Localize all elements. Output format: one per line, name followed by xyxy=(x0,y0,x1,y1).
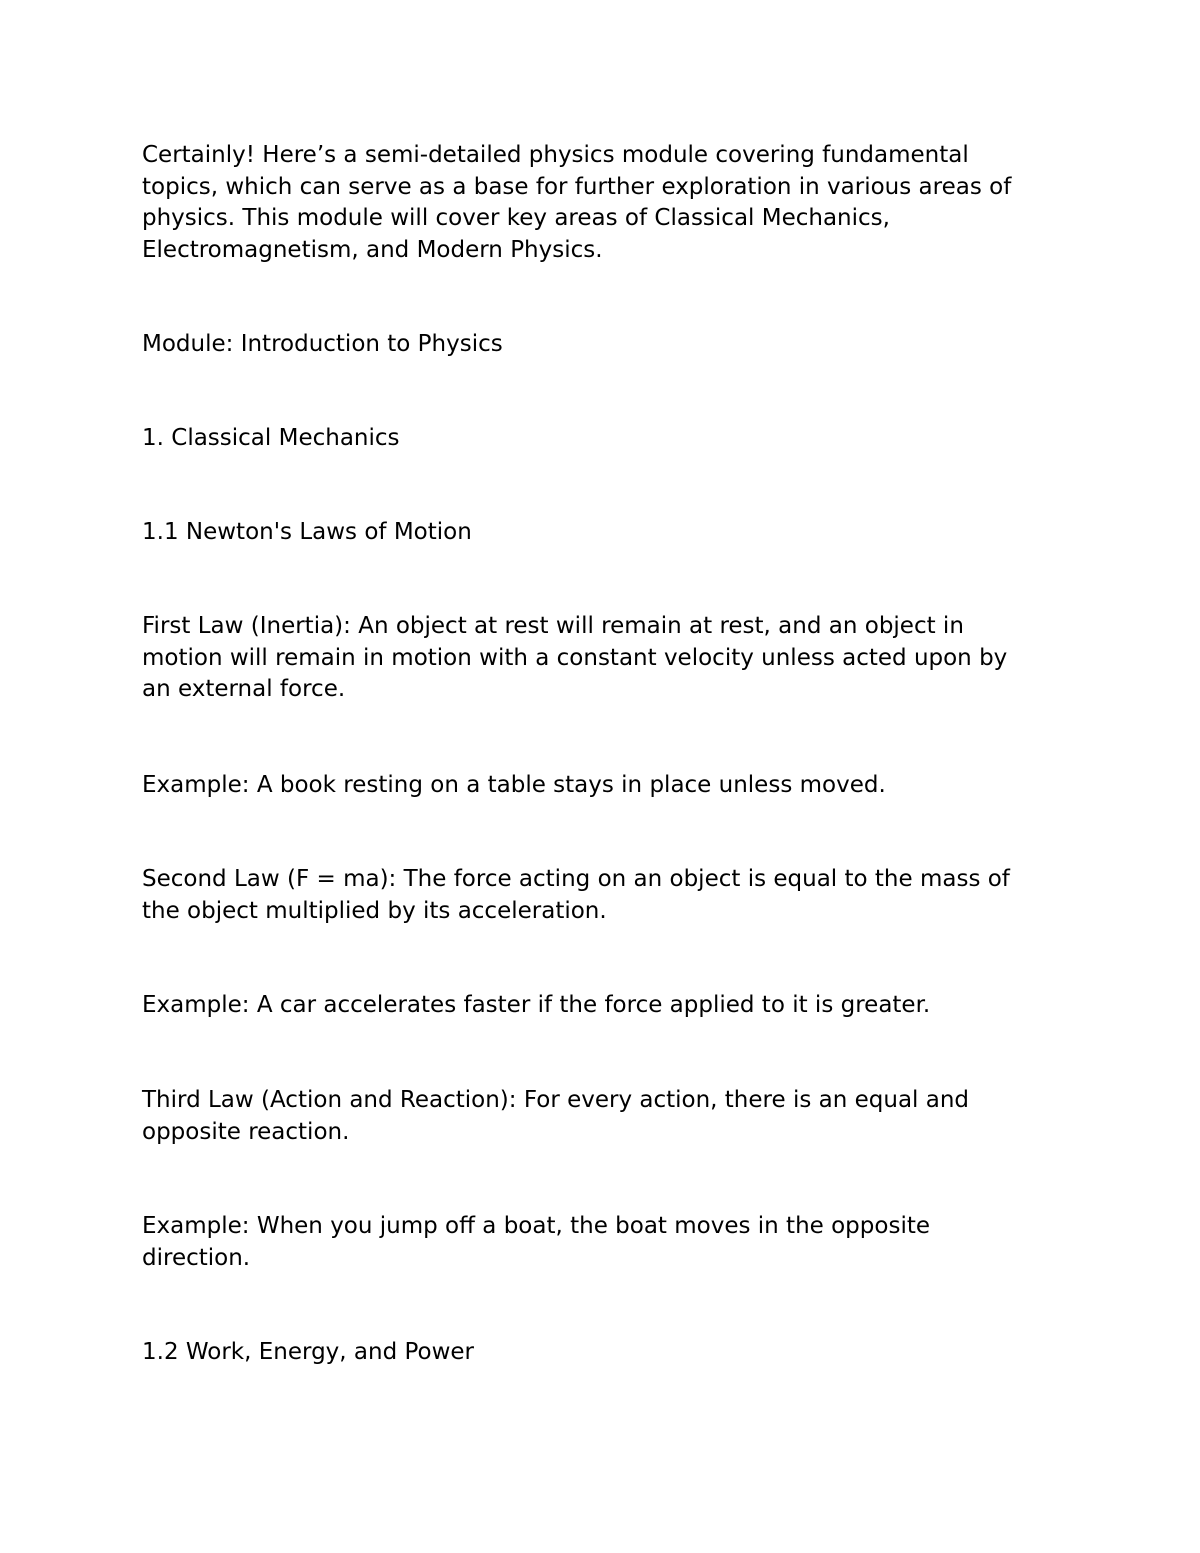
third-law-example: Example: When you jump off a boat, the boat moves in the opposite direction. xyxy=(142,1213,930,1271)
second-law-example: Example: A car accelerates faster if the force applied to it is greater. xyxy=(142,992,931,1018)
module-title: Module: Introduction to Physics xyxy=(142,331,503,357)
intro-paragraph: Certainly! Here’s a semi-detailed physics module covering fundamental topics, which can serve as a base for further exploration in various areas of physics. This module will cover key areas of Classical Mechanics, Electromagnetism, and Modern Physics. xyxy=(142,142,1012,263)
first-law-paragraph: First Law (Inertia): An object at rest will remain at rest, and an object in motion will remain in motion with a constant velocity unless acted upon by an external force. xyxy=(142,613,1008,703)
third-law-paragraph: Third Law (Action and Reaction): For every action, there is an equal and opposite reaction. xyxy=(142,1087,970,1145)
second-law-paragraph: Second Law (F = ma): The force acting on an object is equal to the mass of the object multiplied by its acceleration. xyxy=(142,866,1010,924)
first-law-example: Example: A book resting on a table stays in place unless moved. xyxy=(142,772,886,798)
subsection-heading-work-energy-power: 1.2 Work, Energy, and Power xyxy=(142,1339,475,1365)
section-heading-classical-mechanics: 1. Classical Mechanics xyxy=(142,425,400,451)
subsection-heading-newtons-laws: 1.1 Newton's Laws of Motion xyxy=(142,519,472,545)
